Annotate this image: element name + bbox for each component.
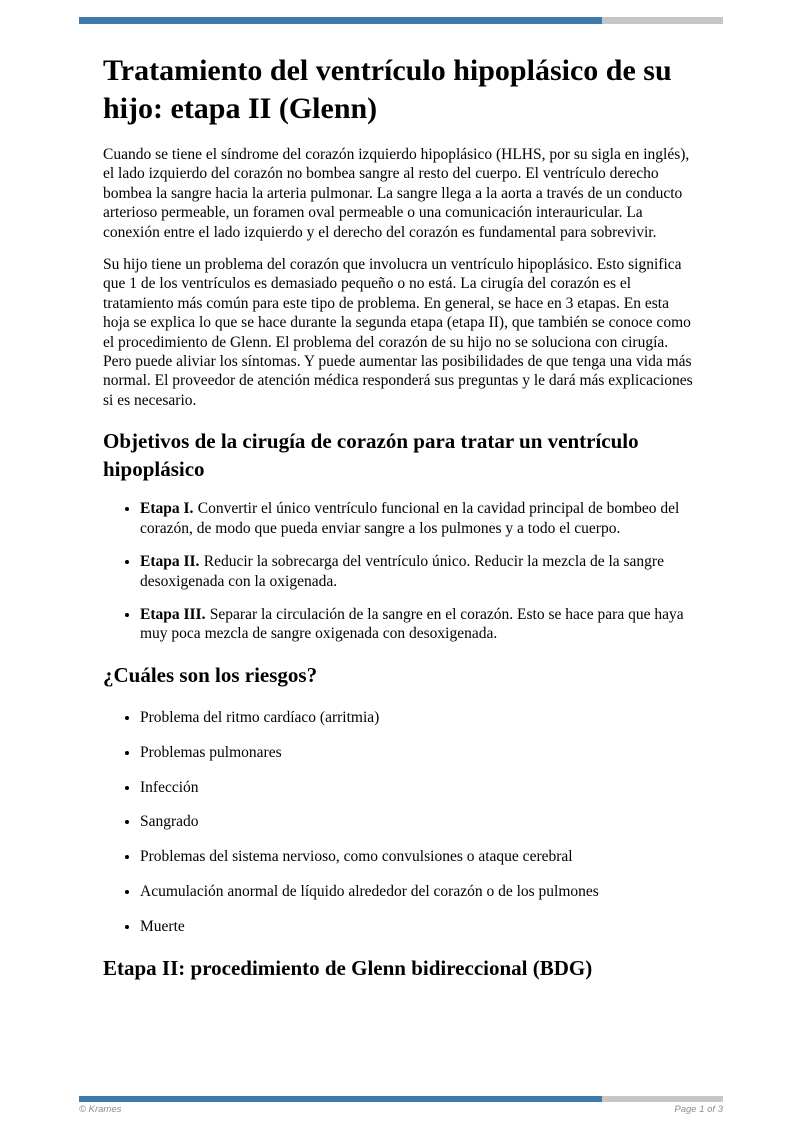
intro-paragraph-1: Cuando se tiene el síndrome del corazón izquierdo hipoplásico (HLHS, por su sigla en inglés), el lado izquierdo del corazón no bombea sangre al resto del cuerpo. El ventrículo derecho bombea la sangre hacia la arteria pulmonar. La sangre llega a la aorta a través de un conducto arterioso permeable, un foramen oval permeable o una comunicación interauricular. La conexión entre el lado izquierdo y el derecho del corazón es fundamental para sobrevivir. [103, 146, 690, 241]
stage-1-description: Convertir el único ventrículo funcional en la cavidad principal de bombeo del corazón, de modo que pueda enviar sangre a los pulmones y a todo el cuerpo. [140, 500, 680, 537]
risk-item-muerte: • Muerte [140, 917, 697, 936]
top-bar-blue-segment [79, 17, 602, 24]
page-title: Tratamiento del ventrículo hipoplásico de su hijo: etapa II (Glenn) [103, 54, 672, 125]
footer [79, 1104, 723, 1115]
footer-page-number: Page 1 of 3 [674, 1104, 723, 1115]
risk-item-acumulacion-liquido: • Acumulación anormal de líquido alrededor del corazón o de los pulmones [140, 882, 697, 901]
risk-item-arritmia: • Problema del ritmo cardíaco (arritmia) [140, 708, 697, 727]
risk-item-sistema-nervioso: • Problemas del sistema nervioso, como convulsiones o ataque cerebral [140, 847, 697, 866]
stage-3-label: Etapa III. [140, 605, 206, 623]
top-bar-gray-segment [602, 17, 723, 24]
stage-3-description: Separar la circulación de la sangre en el corazón. Esto se hace para que haya muy poca mezcla de sangre oxigenada con desoxigenada. [140, 605, 684, 643]
risks-list [103, 708, 697, 937]
risk-item-pulmonares: • Problemas pulmonares [140, 743, 697, 762]
footer-bar-gray-segment [602, 1096, 723, 1102]
document-body [103, 44, 697, 982]
risk-item-sangrado: • Sangrado [140, 812, 697, 831]
section-heading-riesgos: ¿Cuáles son los riesgos? [103, 662, 318, 687]
list-item-stage-3 [140, 605, 697, 644]
footer-copyright: © Krames [79, 1104, 122, 1115]
list-item-stage-2 [140, 552, 697, 591]
list-item-stage-1 [140, 499, 697, 538]
section-heading-objetivos: Objetivos de la cirugía de corazón para tratar un ventrículo hipoplásico [103, 429, 639, 482]
stage-2-label: Etapa II. [140, 553, 200, 571]
footer-bar-blue-segment [79, 1096, 602, 1102]
stages-list [103, 499, 697, 643]
top-accent-bar [79, 17, 723, 24]
footer-accent-bar [79, 1096, 723, 1102]
risk-item-infeccion: • Infección [140, 778, 697, 797]
stage-2-description: Reducir la sobrecarga del ventrículo único. Reducir la mezcla de la sangre desoxigenada con la oxigenada. [140, 553, 664, 590]
stage-1-label: Etapa I. [140, 500, 194, 518]
intro-paragraph-2: Su hijo tiene un problema del corazón que involucra un ventrículo hipoplásico. Esto significa que 1 de los ventrículos es demasiado pequeño o no está. La cirugía del corazón es el tratamiento más común para este tipo de problema. En general, se hace en 3 etapas. En esta hoja se explica lo que se hace durante la segunda etapa (etapa II), que también se conoce como el procedimiento de Glenn. El problema del corazón de su hijo no se soluciona con cirugía. Pero puede aliviar los síntomas. Y puede aumentar las posibilidades de que tenga una vida más normal. El proveedor de atención médica responderá sus preguntas y le dará más explicaciones si es necesario. [103, 256, 693, 409]
section-heading-glenn-bdg: Etapa II: procedimiento de Glenn bidireccional (BDG) [103, 955, 593, 980]
